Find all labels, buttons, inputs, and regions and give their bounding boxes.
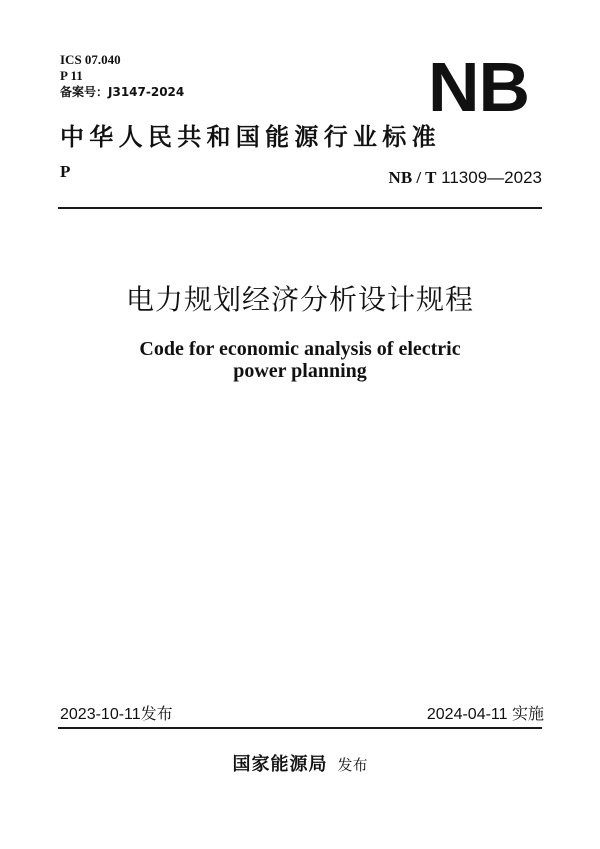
standard-prefix: NB / T <box>388 168 437 187</box>
publisher-label: 发布 <box>337 756 368 774</box>
filing-number: 备案号：J3147-2024 <box>60 85 185 99</box>
top-divider <box>58 207 542 209</box>
implementation-date-label: 实施 <box>511 704 544 723</box>
english-title-line-1: Code for economic analysis of electric <box>139 338 461 360</box>
issue-date-label: 发布 <box>140 704 173 723</box>
standard-code: 11309—2023 <box>441 168 542 187</box>
nb-logo: NB <box>428 48 530 126</box>
chinese-title: 电力规划经济分析设计规程 <box>125 283 474 316</box>
implementation-date-value: 2024-04-11 <box>426 706 508 723</box>
standard-number <box>389 168 542 188</box>
ics-code: ICS 07.040 <box>60 52 121 67</box>
issue-date-value: 2023-10-11 <box>60 706 141 723</box>
english-title <box>0 338 600 382</box>
bottom-divider <box>58 727 542 729</box>
publisher <box>0 754 600 776</box>
issue-date <box>60 704 173 725</box>
classification-code: P <box>60 162 71 181</box>
organization-title: 中华人民共和国能源行业标准 <box>60 122 441 151</box>
english-title-line-2: power planning <box>233 360 367 382</box>
ccs-code: P 11 <box>60 68 83 83</box>
publisher-name: 国家能源局 <box>232 754 328 775</box>
implementation-date <box>427 704 544 725</box>
